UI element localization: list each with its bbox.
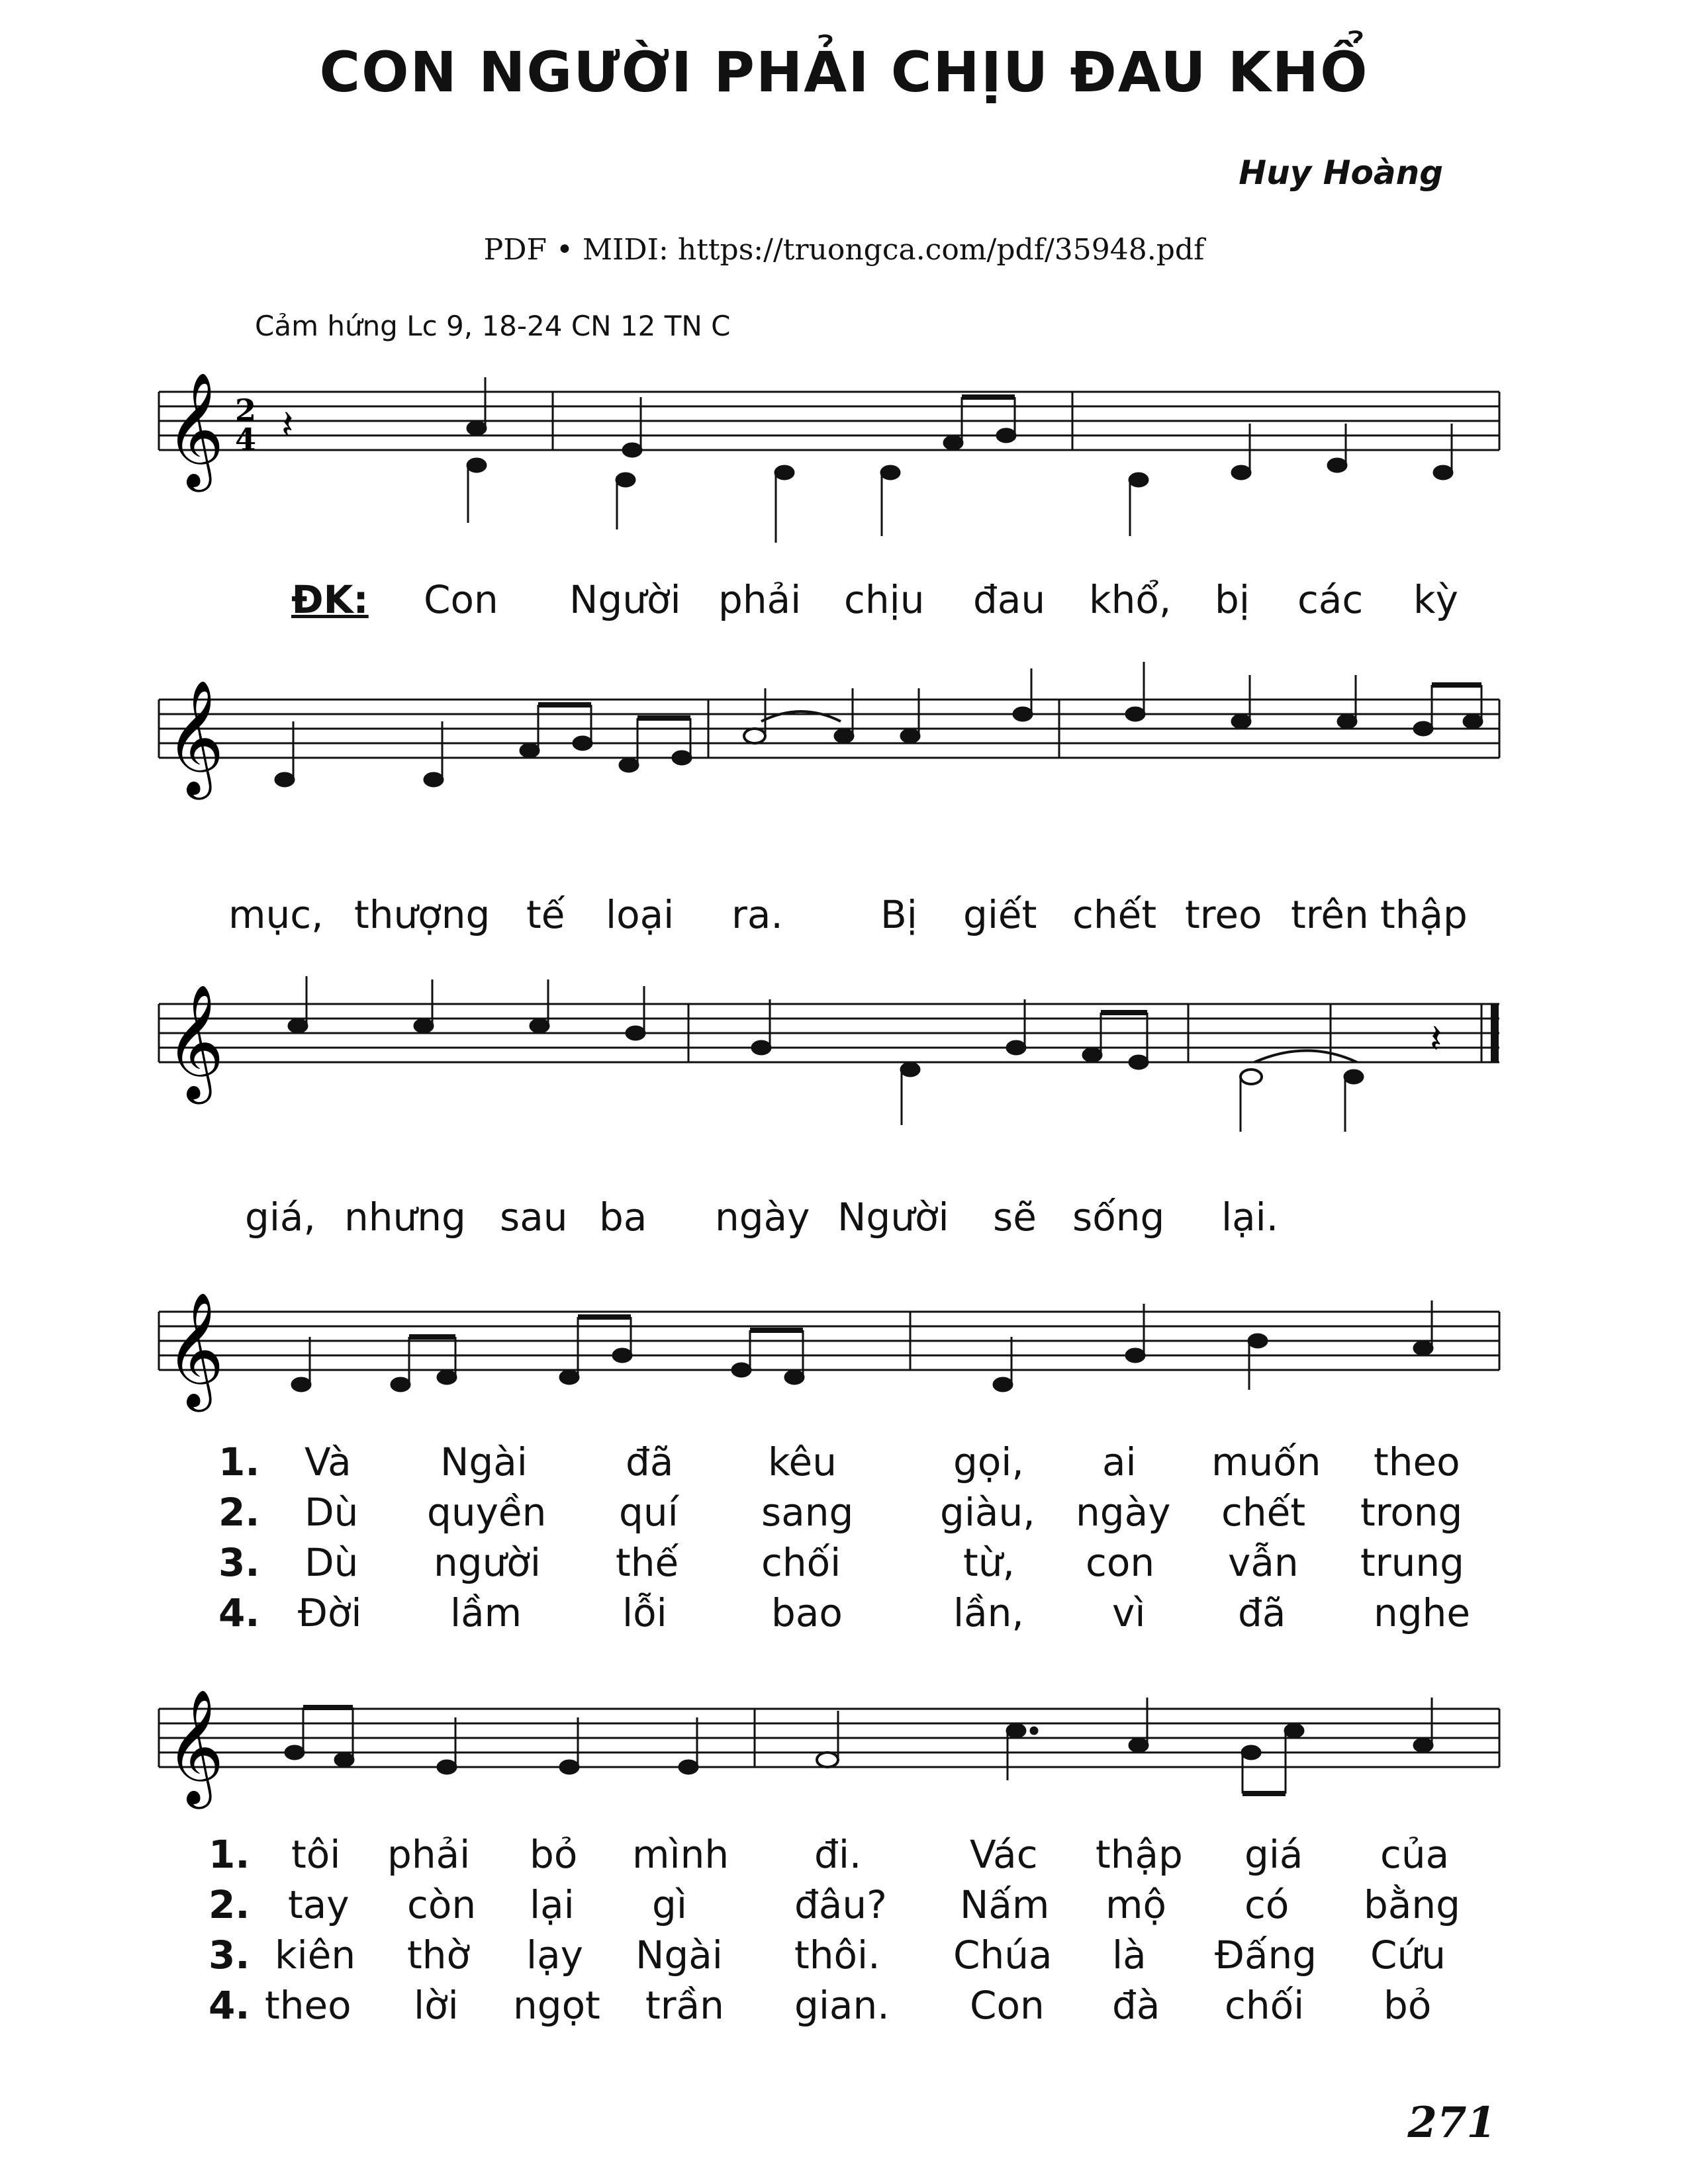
lyric-word: Chúa: [953, 1933, 1053, 1978]
lyric-word: giàu,: [940, 1490, 1035, 1535]
lyric-word: giá: [1244, 1832, 1303, 1877]
lyric-word: đã: [1238, 1590, 1286, 1635]
lyric-word: sẽ: [993, 1195, 1037, 1240]
lyric-word: chết: [1221, 1490, 1306, 1535]
notes-staff-4: [292, 1300, 1432, 1391]
lyric-word: ngọt: [513, 1983, 600, 2028]
lyric-word: đâu?: [794, 1882, 887, 1927]
time-signature-top: 2: [235, 392, 257, 428]
verse-number: 2.: [218, 1490, 260, 1535]
lyric-word: thập: [1096, 1832, 1183, 1877]
lyric-word: quí: [619, 1490, 679, 1535]
notes-staff-2: [275, 662, 1482, 786]
lyric-word: ngày: [715, 1195, 810, 1240]
lyric-word: đà: [1112, 1983, 1160, 2028]
lyric-word: Vác: [970, 1832, 1038, 1877]
lyric-word: người: [434, 1540, 541, 1585]
lyric-word: giết: [963, 892, 1037, 937]
lyric-word: gọi,: [953, 1439, 1024, 1484]
scripture-reference: Cảm hứng Lc 9, 18-24 CN 12 TN C: [255, 310, 731, 342]
lyric-word: chịu: [844, 577, 925, 622]
lyric-word: mình: [632, 1832, 729, 1877]
notes-staff-1: [467, 377, 1452, 543]
lyric-word: Ngài: [635, 1933, 723, 1978]
lyric-word: loại: [606, 892, 675, 937]
time-signature-bottom: 4: [235, 422, 257, 457]
lyric-word: nhưng: [344, 1195, 466, 1240]
notes-staff-3: [289, 976, 1363, 1132]
verse-number: 4.: [209, 1983, 250, 2028]
lyric-word: ba: [599, 1195, 647, 1240]
lyric-word: thượng: [354, 892, 491, 937]
notes-staff-5: [285, 1698, 1432, 1794]
verse-number: 2.: [209, 1882, 250, 1927]
lyric-word: trên: [1291, 892, 1369, 937]
lyric-word: Đời: [298, 1590, 362, 1635]
lyric-word: lầm: [450, 1590, 522, 1635]
lyric-word: thờ: [407, 1933, 470, 1978]
lyric-word: Cứu: [1370, 1933, 1446, 1978]
lyric-word: lần,: [953, 1590, 1024, 1635]
lyric-word: thế: [616, 1540, 679, 1585]
lyric-word: chối: [1225, 1983, 1305, 2028]
staff-4: [159, 1312, 1499, 1370]
lyric-word: Bị: [880, 892, 917, 937]
lyric-word: trần: [645, 1983, 724, 2028]
lyric-word: còn: [407, 1882, 477, 1927]
lyric-word: gian.: [794, 1983, 890, 2028]
lyric-word: đã: [626, 1439, 674, 1484]
lyric-word: Nấm: [960, 1882, 1050, 1927]
lyric-word: Ngài: [440, 1439, 528, 1484]
lyric-word: lời: [414, 1983, 459, 2028]
lyric-word: lỗi: [622, 1590, 667, 1635]
lyric-word: đi.: [814, 1832, 862, 1877]
verse-number: 1.: [218, 1439, 260, 1484]
page-number: 271: [1407, 2098, 1496, 2148]
lyric-word: chối: [761, 1540, 841, 1585]
lyric-word: con: [1086, 1540, 1155, 1585]
lyric-word: lạy: [526, 1933, 583, 1978]
verse-number: 3.: [218, 1540, 260, 1585]
lyric-word: Con: [424, 577, 498, 622]
lyric-word: bị: [1215, 577, 1250, 622]
lyric-word: thôi.: [794, 1933, 880, 1978]
lyric-word: bằng: [1364, 1882, 1460, 1927]
lyric-word: chết: [1072, 892, 1157, 937]
quarter-rest-icon: 𝄽: [1430, 1016, 1442, 1062]
lyric-word: trong: [1360, 1490, 1463, 1535]
lyric-word: ai: [1102, 1439, 1137, 1484]
lyric-word: vẫn: [1228, 1540, 1299, 1585]
lyric-word: vì: [1112, 1590, 1146, 1635]
lyric-word: nghe: [1374, 1590, 1471, 1635]
lyric-word: tay: [288, 1882, 350, 1927]
lyric-word: kiên: [275, 1933, 356, 1978]
staff-5: [159, 1709, 1499, 1767]
verse-number: 4.: [218, 1590, 260, 1635]
lyric-word: sống: [1072, 1195, 1165, 1240]
lyric-word: là: [1112, 1933, 1147, 1978]
treble-clef-icon: 𝄞: [165, 372, 224, 487]
lyric-word: Đấng: [1215, 1933, 1317, 1978]
lyric-word: mộ: [1105, 1882, 1166, 1927]
refrain-label: ĐK:: [291, 577, 369, 622]
lyric-word: tế: [526, 892, 565, 937]
staff-3: [159, 1004, 1499, 1062]
lyric-word: kêu: [768, 1439, 837, 1484]
lyric-word: Dù: [305, 1490, 359, 1535]
lyric-word: Người: [837, 1195, 949, 1240]
lyric-word: lại.: [1221, 1195, 1279, 1240]
lyric-word: kỳ: [1413, 577, 1458, 622]
lyric-word: lại: [530, 1882, 575, 1927]
lyric-word: sang: [761, 1490, 854, 1535]
lyric-word: bỏ: [530, 1832, 578, 1877]
treble-clef-icon: 𝄞: [165, 1292, 224, 1407]
lyric-word: Và: [305, 1439, 352, 1484]
song-title: CON NGƯỜI PHẢI CHỊU ĐAU KHỔ: [319, 40, 1369, 105]
lyric-word: có: [1244, 1882, 1289, 1927]
lyric-word: Dù: [305, 1540, 359, 1585]
lyric-word: trung: [1360, 1540, 1464, 1585]
lyric-word: thập: [1380, 892, 1468, 937]
lyric-word: gì: [652, 1882, 687, 1927]
quarter-rest-icon: 𝄽: [281, 402, 294, 448]
lyric-word: từ,: [963, 1540, 1015, 1585]
lyric-word: của: [1380, 1832, 1450, 1877]
lyric-word: sau: [500, 1195, 568, 1240]
lyric-word: giá,: [245, 1195, 316, 1240]
treble-clef-icon: 𝄞: [165, 680, 224, 795]
lyric-word: ngày: [1076, 1490, 1171, 1535]
lyric-word: đau: [973, 577, 1046, 622]
lyric-word: muốn: [1211, 1439, 1321, 1484]
lyric-word: phải: [387, 1832, 471, 1877]
staff-1: [159, 392, 1499, 450]
composer-name: Huy Hoàng: [1239, 154, 1443, 192]
lyric-word: treo: [1185, 892, 1262, 937]
source-link[interactable]: PDF • MIDI: https://truongca.com/pdf/35948.pdf: [483, 233, 1205, 267]
lyric-word: khổ,: [1089, 577, 1172, 622]
verse-number: 3.: [209, 1933, 250, 1978]
lyric-word: ra.: [731, 892, 783, 937]
lyric-word: theo: [265, 1983, 352, 2028]
lyric-word: phải: [718, 577, 802, 622]
lyric-word: Người: [569, 577, 681, 622]
treble-clef-icon: 𝄞: [165, 984, 224, 1099]
lyric-word: quyền: [427, 1490, 547, 1535]
treble-clef-icon: 𝄞: [165, 1689, 224, 1804]
lyric-word: các: [1297, 577, 1364, 622]
lyric-word: bỏ: [1383, 1983, 1432, 2028]
lyric-word: mục,: [228, 892, 324, 937]
lyric-word: bao: [771, 1590, 843, 1635]
staff-2: [159, 700, 1499, 758]
lyric-word: tôi: [291, 1832, 341, 1877]
lyric-word: theo: [1374, 1439, 1460, 1484]
verse-number: 1.: [209, 1832, 250, 1877]
lyric-word: Con: [970, 1983, 1045, 2028]
